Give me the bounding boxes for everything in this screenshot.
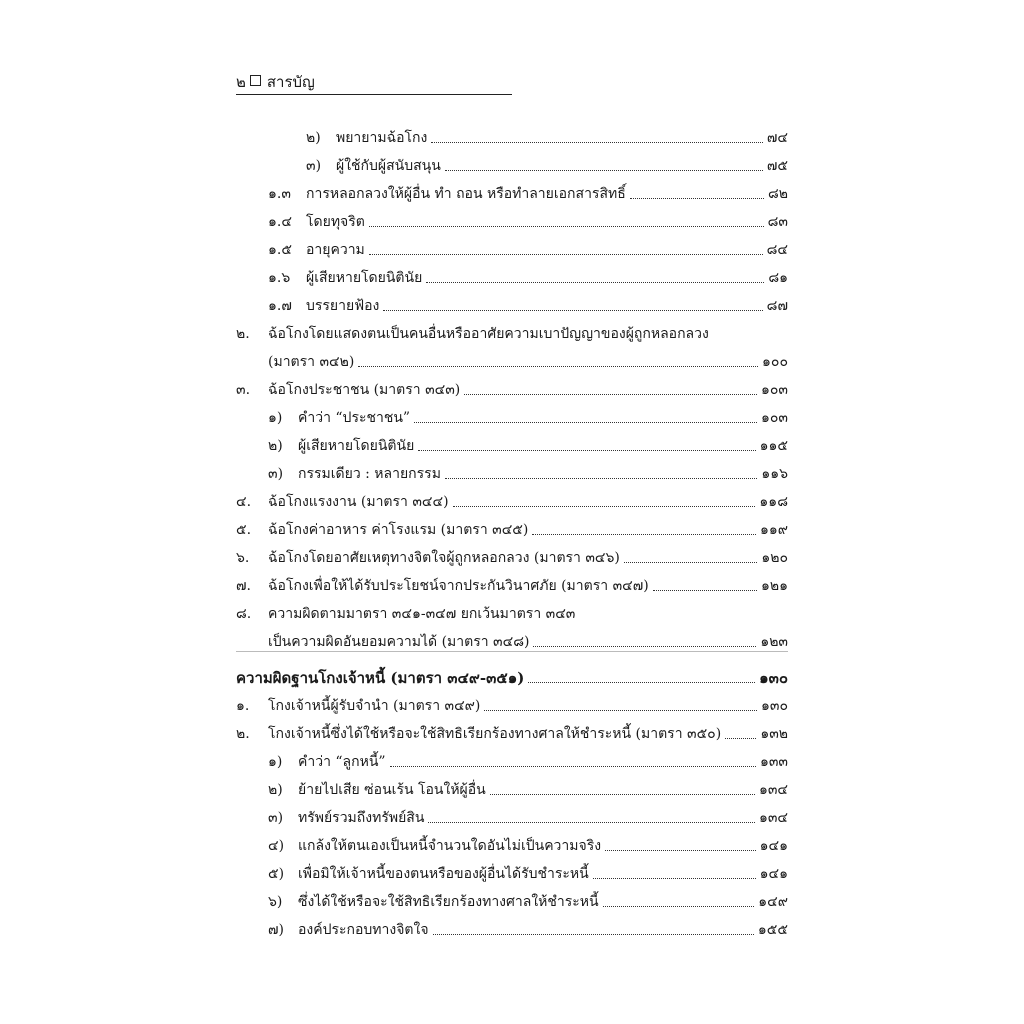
toc-entry-number: ๖) [268,894,283,910]
toc-entry-title: ย้ายไปเสีย ซ่อนเร้น โอนให้ผู้อื่น [298,782,486,798]
toc-entry-title: คำว่า “ประชาชน” [298,410,411,426]
toc-entry-title: ผู้เสียหายโดยนิตินัย [298,438,415,454]
toc-entry-title: บรรยายฟ้อง [306,298,380,314]
toc-entry-page: ๑๑๖ [761,466,788,482]
toc-entry[interactable] [236,720,788,744]
toc-entry[interactable] [268,432,788,456]
toc-entry-page: ๗๔ [766,130,788,146]
header-title: สารบัญ [266,73,315,91]
toc-entry[interactable] [268,748,788,772]
toc-entry-page: ๑๓๒ [760,726,788,742]
dot-leader [414,422,757,423]
toc-entry[interactable] [268,264,788,288]
toc-entry-title: ผู้ใช้กับผู้สนับสนุน [336,158,441,174]
page-header [236,72,512,95]
toc-entry[interactable] [236,572,788,596]
toc-section-title: ความผิดฐานโกงเจ้าหนี้ (มาตรา ๓๔๙-๓๕๑) [236,669,525,687]
dot-leader [369,226,764,227]
dot-leader [390,766,756,767]
toc-entry-number: ๔) [268,838,285,854]
toc-entry-page: ๗๕ [766,158,788,174]
toc-entry-number: ๒. [236,726,250,742]
toc-entry[interactable] [236,488,788,512]
toc-entry-number: ๗) [268,922,284,938]
toc-entry-number: ๒) [306,130,321,146]
toc-entry[interactable] [306,124,788,148]
toc-entry[interactable] [268,180,788,204]
toc-entry[interactable] [236,516,788,540]
toc-entry[interactable] [268,236,788,260]
toc-entry-title: โกงเจ้าหนี้ซึ่งได้ใช้หรือจะใช้สิทธิเรียกร้องทางศาลให้ชำระหนี้ (มาตรา ๓๕๐) [268,726,722,742]
dot-leader [445,478,757,479]
toc-entry-number: ๑.๗ [268,298,292,314]
toc-entry-number: ๑) [268,754,283,770]
toc-entry-page: ๑๔๙ [758,894,788,910]
dot-leader [383,310,762,311]
toc-entry[interactable] [236,320,788,344]
dot-leader [484,710,757,711]
toc-entry-number: ๗. [236,578,251,594]
dot-leader [630,198,764,199]
section-divider [236,651,788,652]
toc-entry-continuation[interactable] [268,348,788,372]
dot-leader [426,282,764,283]
toc-entry-title: ผู้เสียหายโดยนิตินัย [306,270,423,286]
toc-entry-number: ๑. [236,698,250,714]
toc-entry-number: ๓) [268,466,284,482]
toc-entry-number: ๑.๓ [268,186,291,202]
toc-entry[interactable] [236,692,788,716]
dot-leader [593,878,756,879]
toc-entry-page: ๑๓๐ [759,669,788,687]
dot-leader [603,906,755,907]
toc-entry-page: ๑๒๑ [760,578,788,594]
toc-entry-title: อายุความ [306,242,365,258]
toc-entry-number: ๑.๖ [268,270,291,286]
toc-entry-page: ๑๔๑ [759,838,788,854]
toc-entry[interactable] [268,460,788,484]
dot-leader [358,366,758,367]
toc-entry-number: ๑.๕ [268,242,292,258]
toc-entry[interactable] [268,888,788,912]
toc-entry-number: ๕. [236,522,252,538]
toc-entry[interactable] [268,404,788,428]
toc-entry-page: ๑๔๑ [759,866,788,882]
toc-entry-number: ๑.๔ [268,214,292,230]
toc-entry-title: แกล้งให้ตนเองเป็นหนี้จำนวนใดอันไม่เป็นความจริง [298,838,602,854]
toc-entry-page: ๑๒๐ [761,550,788,566]
dot-leader [453,506,756,507]
toc-entry[interactable] [236,600,788,624]
toc-entry[interactable] [268,292,788,316]
toc-entry-number: ๓. [236,382,251,398]
toc-entry-title: ฉ้อโกงโดยแสดงตนเป็นคนอื่นหรืออาศัยความเบาปัญญาของผู้ถูกหลอกลวง [268,326,709,342]
toc-entry-number: ๒. [236,326,250,342]
toc-entry[interactable] [268,916,788,940]
dot-leader [533,646,756,647]
dot-leader [725,738,756,739]
toc-entry-title: ซึ่งได้ใช้หรือจะใช้สิทธิเรียกร้องทางศาลให้ชำระหนี้ [298,894,599,910]
toc-entry-title: ทรัพย์รวมถึงทรัพย์สิน [298,810,425,826]
toc-entry-page: ๑๑๘ [759,494,788,510]
toc-entry-page: ๘๒ [767,186,788,202]
toc-entry-title: ฉ้อโกงประชาชน (มาตรา ๓๔๓) [268,382,461,398]
toc-entry-number: ๖. [236,550,250,566]
toc-entry[interactable] [268,860,788,884]
toc-entry-page: ๑๓๓ [759,754,788,770]
dot-leader [433,934,754,935]
toc-entry[interactable] [268,832,788,856]
toc-entry-page: ๘๗ [766,298,788,314]
toc-entry-number: ๒) [268,782,283,798]
toc-entry-number: ๒) [268,438,283,454]
page-number: ๒ [236,73,246,91]
toc-entry-title: ฉ้อโกงค่าอาหาร ค่าโรงแรม (มาตรา ๓๔๕) [268,522,529,538]
toc-entry-number: ๕) [268,866,285,882]
toc-entry-page: ๑๑๙ [759,522,788,538]
toc-entry-number: ๘. [236,606,252,622]
toc-entry-title: ความผิดตามมาตรา ๓๔๑-๓๔๗ ยกเว้นมาตรา ๓๔๓ [268,606,576,622]
dot-leader [431,142,763,143]
toc-entry[interactable] [306,152,788,176]
toc-entry-title: พยายามฉ้อโกง [336,130,428,146]
toc-entry-page: ๘๑ [768,270,788,286]
dot-leader [369,254,763,255]
toc-entry-page: ๑๕๕ [757,922,788,938]
toc-entry-title: (มาตรา ๓๔๒) [268,354,355,370]
toc-entry-page: ๑๓๔ [758,782,788,798]
dot-leader [490,794,755,795]
toc-entry-number: ๓) [306,158,322,174]
toc-entry[interactable] [236,544,788,568]
toc-entry-title: เพื่อมิให้เจ้าหนี้ของตนหรือของผู้อื่นได้รับชำระหนี้ [298,866,589,882]
toc-entry-page: ๑๓๐ [760,698,788,714]
toc-entry[interactable] [268,208,788,232]
toc-entry-title: การหลอกลวงให้ผู้อื่น ทำ ถอน หรือทำลายเอกสารสิทธิ์ [306,186,626,202]
toc-entry-page: ๑๒๓ [760,634,788,650]
dot-leader [445,170,763,171]
toc-entry-continuation[interactable] [268,628,788,652]
toc-entry-page: ๑๐๓ [760,382,788,398]
toc-section-heading[interactable] [236,664,788,688]
toc-entry-page: ๑๐๓ [760,410,788,426]
toc-entry-title: เป็นความผิดอันยอมความได้ (มาตรา ๓๔๘) [268,634,530,650]
dot-leader [532,534,756,535]
toc-entry-title: โดยทุจริต [306,214,365,230]
dot-leader [605,850,756,851]
square-bullet-icon [250,75,261,86]
toc-entry-page: ๘๔ [766,242,788,258]
toc-entry-number: ๔. [236,494,252,510]
toc-entry-title: โกงเจ้าหนี้ผู้รับจำนำ (มาตรา ๓๔๙) [268,698,481,714]
toc-entry-page: ๑๓๔ [758,810,788,826]
dot-leader [528,682,755,683]
dot-leader [418,450,755,451]
dot-leader [624,562,757,563]
toc-entry-title: ฉ้อโกงโดยอาศัยเหตุทางจิตใจผู้ถูกหลอกลวง (มาตรา ๓๔๖) [268,550,620,566]
toc-entry[interactable] [268,804,788,828]
toc-entry-page: ๑๑๕ [759,438,788,454]
toc-entry-title: ฉ้อโกงแรงงาน (มาตรา ๓๔๔) [268,494,449,510]
toc-entry-title: ฉ้อโกงเพื่อให้ได้รับประโยชน์จากประกันวินาศภัย (มาตรา ๓๔๗) [268,578,649,594]
toc-entry[interactable] [268,776,788,800]
toc-entry-number: ๓) [268,810,284,826]
dot-leader [464,394,757,395]
toc-entry-number: ๑) [268,410,283,426]
toc-entry-title: องค์ประกอบทางจิตใจ [298,922,429,938]
toc-entry-page: ๑๐๐ [762,354,788,370]
toc-entry-page: ๘๓ [767,214,788,230]
dot-leader [428,822,755,823]
toc-entry[interactable] [236,376,788,400]
toc-entry-title: กรรมเดียว : หลายกรรม [298,466,441,482]
toc-entry-title: คำว่า “ลูกหนี้” [298,754,386,770]
dot-leader [653,590,757,591]
